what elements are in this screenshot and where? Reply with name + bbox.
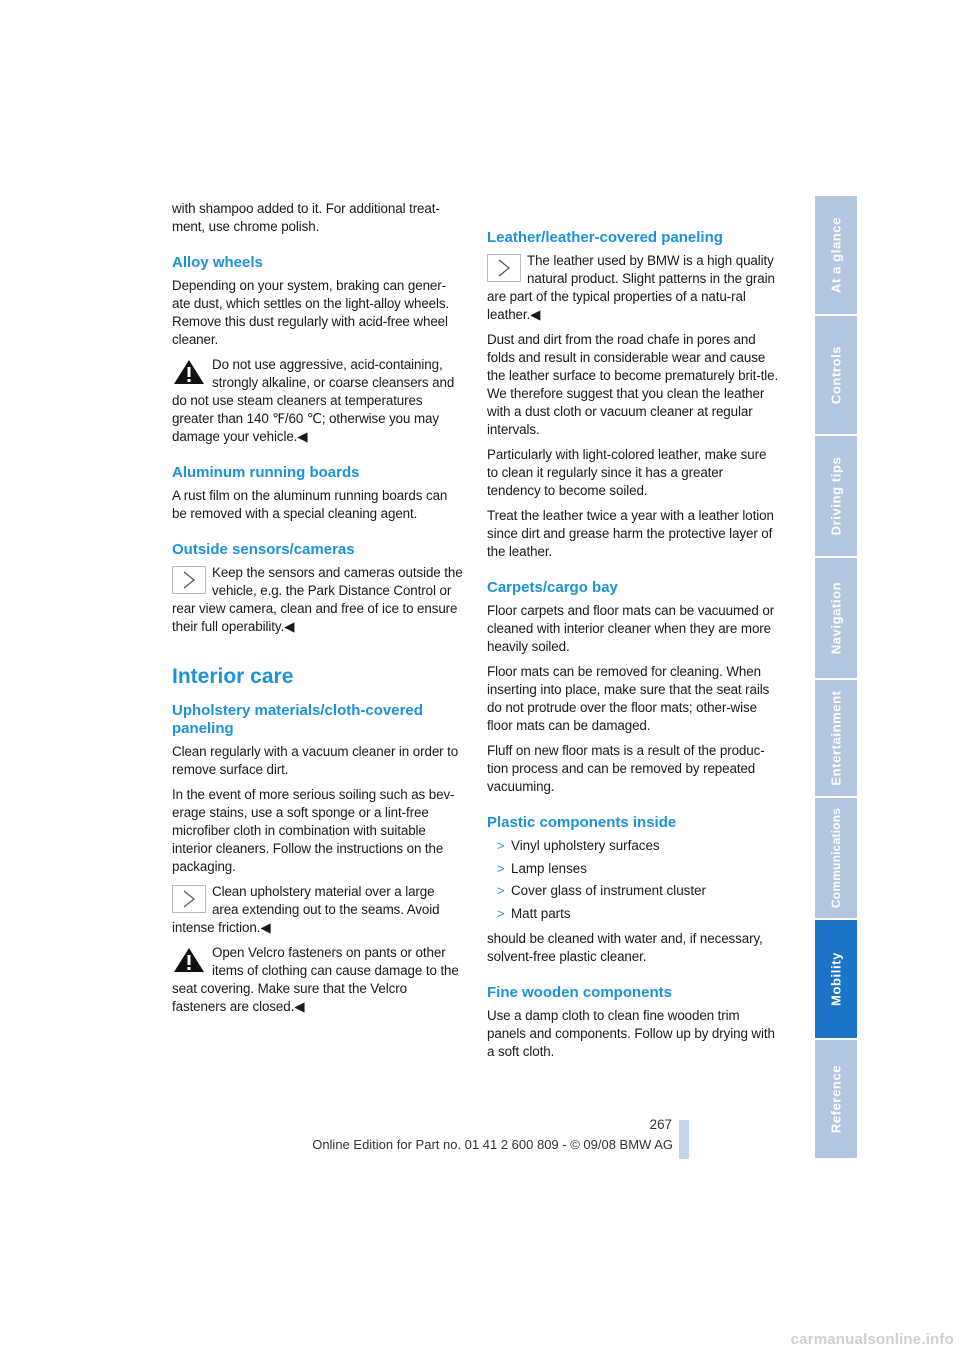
leather-text-3: Treat the leather twice a year with a leather lotion since dirt and grease harm the protective layer of the leather. bbox=[487, 508, 774, 559]
tab-driving-tips[interactable]: Driving tips bbox=[815, 436, 857, 558]
sensors-heading: Outside sensors/cameras bbox=[172, 541, 355, 558]
note-arrow-icon bbox=[172, 566, 206, 596]
alloy-wheels-heading: Alloy wheels bbox=[172, 254, 263, 271]
sensors-note bbox=[172, 564, 464, 636]
running-boards-text: A rust film on the aluminum running boards can be removed with a special cleaning agent. bbox=[172, 488, 448, 521]
leather-text-2: Particularly with light-colored leather, make sure to clean it regularly since it has a greater tendency to become soiled. bbox=[487, 447, 767, 498]
upholstery-heading: Upholstery materials/cloth-covered paneling bbox=[172, 702, 423, 737]
alloy-warning bbox=[172, 356, 464, 446]
plastic-heading: Plastic components inside bbox=[487, 814, 677, 831]
warning-triangle-icon bbox=[172, 946, 206, 976]
note-arrow-icon bbox=[172, 885, 206, 915]
leather-text-1: Dust and dirt from the road chafe in pores and folds and result in considerable wear and cause the leather surface to become prematurely brit-tle. We therefore suggest that you clean the leather with a dust cloth or vacuum cleaner at regular intervals. bbox=[487, 332, 779, 437]
tab-reference[interactable]: Reference bbox=[815, 1040, 857, 1160]
leather-note-text: The leather used by BMW is a high quality natural product. Slight patterns in the grain are part of the typical properties of a natu-ral leather.◀ bbox=[487, 253, 775, 322]
tab-entertainment[interactable]: Entertainment bbox=[815, 680, 857, 798]
watermark: carmanualsonline.info bbox=[790, 1331, 954, 1348]
page-number: 267 bbox=[649, 1117, 672, 1132]
tab-controls[interactable]: Controls bbox=[815, 316, 857, 436]
upholstery-text-2: In the event of more serious soiling such as bev-erage stains, use a soft sponge or a lint-free microfiber cloth in combination with suitable interior cleaners. Follow the instructions on the packaging. bbox=[172, 787, 455, 874]
upholstery-note bbox=[172, 883, 464, 937]
bullet-marker: > bbox=[497, 883, 505, 898]
alloy-warning-text: Do not use aggressive, acid-containing, strongly alkaline, or coarse cleansers and do not use steam cleaners at temperatures greater than 140 ℉/60 ℃; otherwise you may damage your vehicle.◀ bbox=[172, 357, 455, 444]
tab-at-a-glance[interactable]: At a glance bbox=[815, 196, 857, 316]
list-item: > Lamp lenses bbox=[497, 860, 587, 876]
wood-text: Use a damp cloth to clean fine wooden trim panels and components. Follow up by drying with a soft cloth. bbox=[487, 1007, 775, 1059]
note-arrow-icon bbox=[487, 254, 521, 284]
page-marker-bar bbox=[679, 1120, 689, 1159]
plastic-text: should be cleaned with water and, if necessary, solvent-free plastic cleaner. bbox=[487, 930, 763, 964]
running-boards-heading: Aluminum running boards bbox=[172, 464, 360, 481]
intro-text: with shampoo added to it. For additional treat-ment, use chrome polish. bbox=[172, 201, 440, 234]
wood-heading: Fine wooden components bbox=[487, 983, 673, 1001]
bullet-marker: > bbox=[497, 905, 505, 921]
interior-care-heading: Interior care bbox=[172, 665, 294, 688]
section-tabs bbox=[815, 196, 857, 1160]
warning-triangle-icon bbox=[172, 358, 206, 388]
leather-heading: Leather/leather-covered paneling bbox=[487, 229, 723, 246]
right-column bbox=[487, 229, 780, 1068]
list-item: > Vinyl upholstery surfaces bbox=[497, 838, 660, 853]
upholstery-text-1: Clean regularly with a vacuum cleaner in order to remove surface dirt. bbox=[172, 744, 459, 777]
tab-communications[interactable]: Communications bbox=[815, 798, 857, 920]
sensors-note-text: Keep the sensors and cameras outside the vehicle, e.g. the Park Distance Control or rear view camera, clean and free of ice to ensure their full operability.◀ bbox=[172, 565, 463, 634]
bullet-marker: > bbox=[497, 838, 505, 853]
left-column bbox=[172, 200, 464, 1023]
carpets-text-2: Floor mats can be removed for cleaning. When inserting into place, make sure that the seat rails do not protrude over the floor mats; other-wise floor mats can be damaged. bbox=[487, 664, 770, 733]
carpets-text-1: Floor carpets and floor mats can be vacuumed or cleaned with interior cleaner when they are more heavily soiled. bbox=[487, 603, 775, 654]
leather-note bbox=[487, 252, 780, 324]
tab-navigation[interactable]: Navigation bbox=[815, 558, 857, 680]
carpets-text-3: Fluff on new floor mats is a result of the produc-tion process and can be removed by repeated vacuuming. bbox=[487, 743, 765, 794]
list-item: > Cover glass of instrument cluster bbox=[497, 883, 706, 898]
alloy-wheels-text: Depending on your system, braking can gener-ate dust, which settles on the light-alloy wheels. Remove this dust regularly with acid-free wheel cleaner. bbox=[172, 278, 450, 347]
upholstery-note-text: Clean upholstery material over a large area extending out to the seams. Avoid intense friction.◀ bbox=[172, 884, 440, 935]
upholstery-warning-text: Open Velcro fasteners on pants or other items of clothing can cause damage to the seat covering. Make sure that the Velcro fasteners are closed.◀ bbox=[172, 945, 459, 1014]
edition-footer: Online Edition for Part no. 01 41 2 600 809 - © 09/08 BMW AG bbox=[312, 1137, 673, 1152]
upholstery-warning bbox=[172, 944, 464, 1016]
bullet-marker: > bbox=[497, 860, 505, 876]
plastic-list bbox=[487, 837, 780, 923]
list-item: > Matt parts bbox=[497, 905, 571, 921]
tab-mobility[interactable]: Mobility bbox=[815, 920, 857, 1040]
carpets-heading: Carpets/cargo bay bbox=[487, 579, 618, 596]
